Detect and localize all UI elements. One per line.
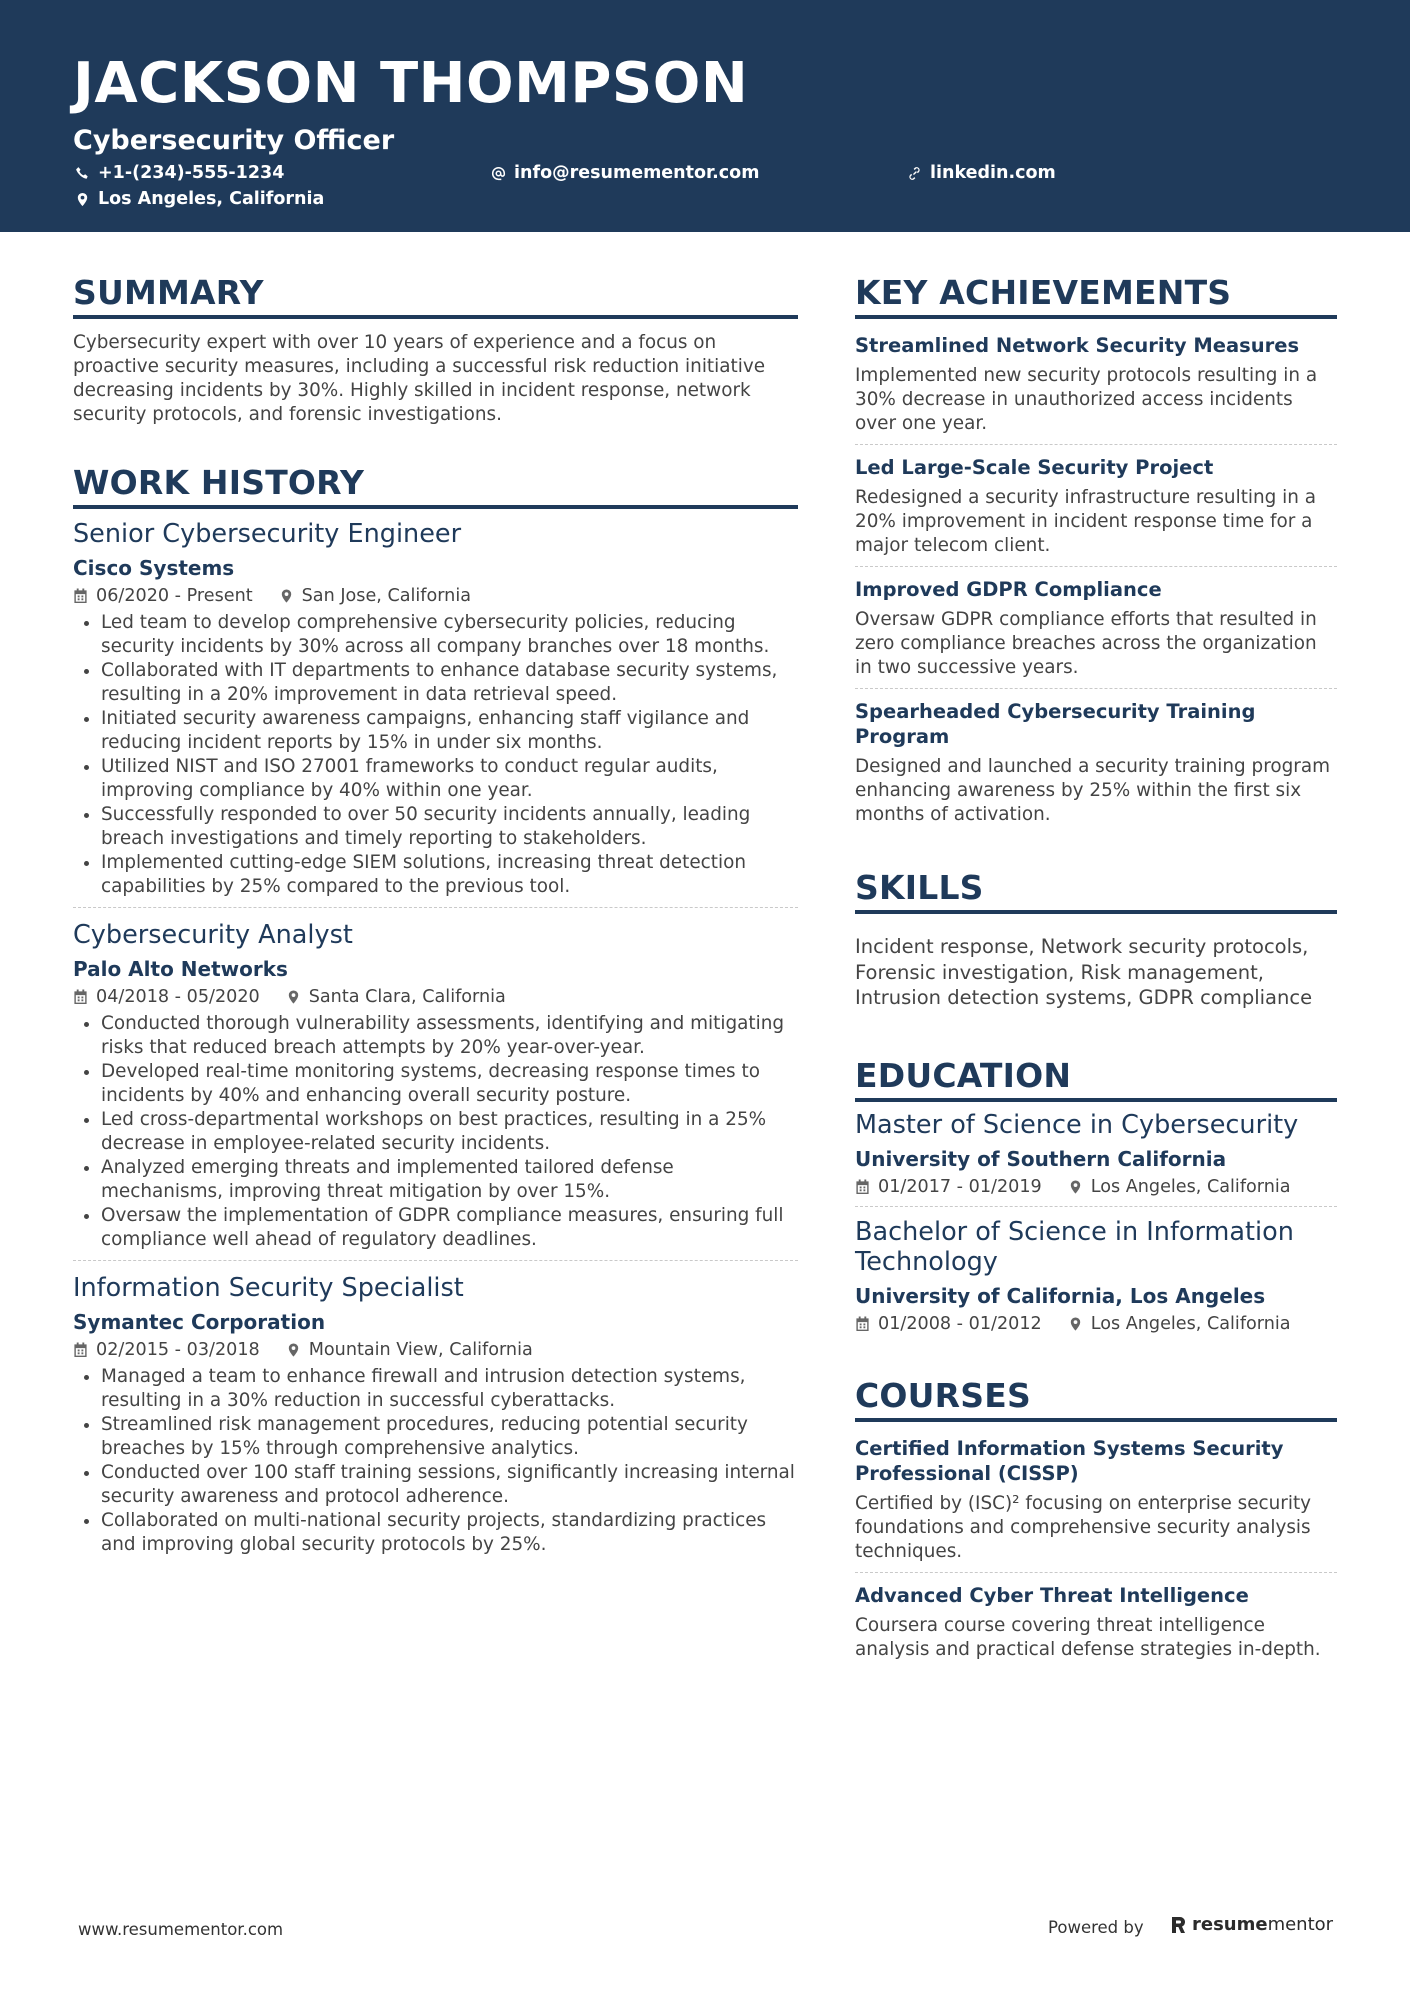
calendar-icon	[73, 588, 88, 604]
job-list	[73, 519, 798, 1565]
bullet-item: • Conducted thorough vulnerability assessments, identifying and mitigating risks that reduced breach attempts by 20% year-over-year.	[101, 1012, 798, 1060]
header-banner	[0, 0, 1410, 232]
job-bullets	[73, 1365, 798, 1557]
date-range	[73, 585, 253, 607]
date-text: 01/2017 - 01/2019	[878, 1176, 1042, 1197]
skills-heading: SKILLS	[855, 871, 1337, 914]
calendar-icon	[855, 1179, 870, 1195]
bullet-item: • Collaborated on multi-national security projects, standardizing practices and improving global security protocols by 25%.	[101, 1509, 798, 1557]
job-title: Cybersecurity Analyst	[73, 920, 353, 950]
work-history-heading: WORK HISTORY	[73, 466, 798, 509]
contact-linkedin[interactable]	[907, 165, 1056, 183]
bullet-item: • Led team to develop comprehensive cybersecurity policies, reducing security incidents by 30% across all company branches over 18 months.	[101, 611, 798, 659]
education-entry	[855, 1110, 1337, 1207]
link-icon	[907, 166, 922, 181]
summary-text: Cybersecurity expert with over 10 years of experience and a focus on proactive security measures, including a successful risk reduction initiative decreasing incidents by 30%. Highly skilled in incident response, network security protocols, and forensic investigations.	[73, 332, 766, 425]
achievement-item	[855, 577, 1337, 689]
location-text: Los Angeles, California	[98, 189, 325, 209]
course-title: Advanced Cyber Threat Intelligence	[855, 1583, 1249, 1607]
calendar-icon	[73, 1342, 88, 1358]
course-desc: Coursera course covering threat intelligence analysis and practical defense strategies in-depth.	[855, 1614, 1321, 1660]
left-column	[73, 273, 798, 1577]
degree-title: Master of Science in Cybersecurity	[855, 1109, 1299, 1140]
map-pin-icon	[286, 989, 301, 1005]
email-text: info@resumementor.com	[514, 163, 760, 183]
school-name: University of California, Los Angeles	[855, 1283, 1266, 1308]
achievement-desc: Redesigned a security infrastructure resulting in a 20% improvement in incident response time for a major telecom client.	[855, 487, 1317, 556]
achievement-title: Streamlined Network Security Measures	[855, 334, 1300, 357]
skills-section	[855, 868, 1337, 1011]
bullet-item: • Implemented cutting-edge SIEM solutions, increasing threat detection capabilities by 25% compared to the previous tool.	[101, 851, 798, 899]
course-title: Certified Information Systems Security Professional (CISSP)	[855, 1436, 1284, 1485]
location	[286, 1339, 533, 1361]
summary-section	[73, 273, 798, 427]
map-pin-icon	[279, 588, 294, 604]
candidate-title: Cybersecurity Officer	[73, 125, 395, 156]
phone-text: +1-(234)-555-1234	[98, 163, 285, 183]
job-title: Senior Cybersecurity Engineer	[73, 519, 462, 549]
map-pin-icon	[1068, 1316, 1083, 1332]
course-desc: Certified by (ISC)² focusing on enterprise security foundations and comprehensive security analysis techniques.	[855, 1492, 1312, 1562]
phone-icon	[75, 166, 90, 181]
job-bullets	[73, 1012, 798, 1252]
course-list	[855, 1436, 1337, 1670]
achievement-desc: Designed and launched a security training program enhancing awareness by 25% within the first six months of activation.	[855, 756, 1331, 825]
job-entry	[73, 1273, 798, 1565]
summary-heading: SUMMARY	[73, 276, 798, 319]
location-text: Los Angeles, California	[1090, 1313, 1291, 1334]
bullet-item: • Collaborated with IT departments to enhance database security systems, resulting in a 20% improvement in data retrieval speed.	[101, 659, 798, 707]
achievements-heading: KEY ACHIEVEMENTS	[855, 276, 1337, 319]
bullet-item: • Successfully responded to over 50 security incidents annually, leading breach investigations and timely reporting to stakeholders.	[101, 803, 798, 851]
course-item	[855, 1583, 1337, 1670]
company-name: Symantec Corporation	[73, 1310, 326, 1334]
education-list	[855, 1110, 1337, 1343]
location	[279, 585, 471, 607]
bullet-item: • Analyzed emerging threats and implemented tailored defense mechanisms, improving threat mitigation by over 15%.	[101, 1156, 798, 1204]
company-name: Palo Alto Networks	[73, 957, 288, 981]
map-pin-icon	[286, 1342, 301, 1358]
at-icon	[491, 166, 506, 181]
bullet-item: • Led cross-departmental workshops on best practices, resulting in a 25% decrease in employee-related security incidents.	[101, 1108, 798, 1156]
bullet-item: • Managed a team to enhance firewall and intrusion detection systems, resulting in a 30% reduction in successful cyberattacks.	[101, 1365, 798, 1413]
bullet-item: • Oversaw the implementation of GDPR compliance measures, ensuring full compliance well ahead of regulatory deadlines.	[101, 1204, 798, 1252]
footer-url[interactable]: www.resumementor.com	[78, 1920, 284, 1939]
education-entry	[855, 1217, 1337, 1343]
date-location-row	[73, 986, 798, 1008]
education-section	[855, 1055, 1337, 1343]
school-name: University of Southern California	[855, 1146, 1227, 1171]
course-item	[855, 1436, 1337, 1573]
company-name: Cisco Systems	[73, 556, 235, 580]
date-location-row	[855, 1313, 1337, 1335]
job-entry	[73, 920, 798, 1261]
job-bullets	[73, 611, 798, 899]
contact-phone[interactable]	[75, 165, 284, 183]
achievement-item	[855, 699, 1337, 835]
bullet-item: • Utilized NIST and ISO 27001 frameworks to conduct regular audits, improving compliance by 40% within one year.	[101, 755, 798, 803]
achievement-title: Improved GDPR Compliance	[855, 578, 1162, 601]
date-text: 01/2008 - 01/2012	[878, 1313, 1042, 1334]
right-column	[855, 273, 1337, 1680]
achievement-title: Led Large-Scale Security Project	[855, 456, 1214, 479]
date-location-row	[855, 1176, 1337, 1198]
date-location-row	[73, 585, 798, 607]
location	[1068, 1176, 1291, 1198]
achievement-title: Spearheaded Cybersecurity Training Program	[855, 700, 1256, 748]
education-heading: EDUCATION	[855, 1059, 1337, 1102]
date-range	[855, 1176, 1042, 1198]
date-location-row	[73, 1339, 798, 1361]
achievements-section	[855, 273, 1337, 835]
brand-mark-icon	[1170, 1915, 1186, 1935]
calendar-icon	[73, 989, 88, 1005]
date-range	[855, 1313, 1042, 1335]
location	[286, 986, 506, 1008]
achievement-item	[855, 455, 1337, 567]
location-text: Santa Clara, California	[308, 987, 506, 1007]
courses-heading: COURSES	[855, 1379, 1337, 1422]
date-text: 02/2015 - 03/2018	[96, 1340, 260, 1360]
date-text: 04/2018 - 05/2020	[96, 987, 260, 1007]
date-text: 06/2020 - Present	[96, 586, 253, 606]
contact-location	[75, 191, 324, 209]
job-entry	[73, 519, 798, 908]
achievement-desc: Oversaw GDPR compliance efforts that resulted in zero compliance breaches across the organization in two successive years.	[855, 609, 1317, 678]
achievement-list	[855, 333, 1337, 835]
map-pin-icon	[1068, 1179, 1083, 1195]
degree-title: Bachelor of Science in Information Technology	[855, 1216, 1294, 1277]
job-title: Information Security Specialist	[73, 1273, 464, 1303]
bullet-item: • Conducted over 100 staff training sessions, significantly increasing internal security awareness and protocol adherence.	[101, 1461, 798, 1509]
brand-name-light: mentor	[1267, 1914, 1334, 1935]
date-range	[73, 1339, 260, 1361]
powered-by-label: Powered by	[1048, 1918, 1144, 1937]
linkedin-text: linkedin.com	[930, 163, 1056, 183]
bullet-item: • Developed real-time monitoring systems, decreasing response times to incidents by 40% and enhancing overall security posture.	[101, 1060, 798, 1108]
location-text: San Jose, California	[301, 586, 472, 606]
map-pin-icon	[75, 192, 90, 207]
bullet-item: • Initiated security awareness campaigns, enhancing staff vigilance and reducing incident reports by 15% in under six months.	[101, 707, 798, 755]
location-text: Mountain View, California	[308, 1340, 533, 1360]
contact-email[interactable]	[491, 165, 759, 183]
work-history-section	[73, 463, 798, 1565]
achievement-desc: Implemented new security protocols resulting in a 30% decrease in unauthorized access incidents over one year.	[855, 365, 1318, 434]
candidate-name: JACKSON THOMPSON	[73, 51, 749, 116]
courses-section	[855, 1375, 1337, 1670]
date-range	[73, 986, 260, 1008]
brand-logo[interactable]	[1170, 1914, 1333, 1935]
location-text: Los Angeles, California	[1090, 1176, 1291, 1197]
calendar-icon	[855, 1316, 870, 1332]
brand-name-bold: resume	[1192, 1914, 1268, 1935]
bullet-item: • Streamlined risk management procedures, reducing potential security breaches by 15% through comprehensive analytics.	[101, 1413, 798, 1461]
location	[1068, 1313, 1291, 1335]
skills-text: Incident response, Network security protocols, Forensic investigation, Risk management, Intrusion detection systems, GDPR compliance	[855, 935, 1313, 1009]
achievement-item	[855, 333, 1337, 445]
